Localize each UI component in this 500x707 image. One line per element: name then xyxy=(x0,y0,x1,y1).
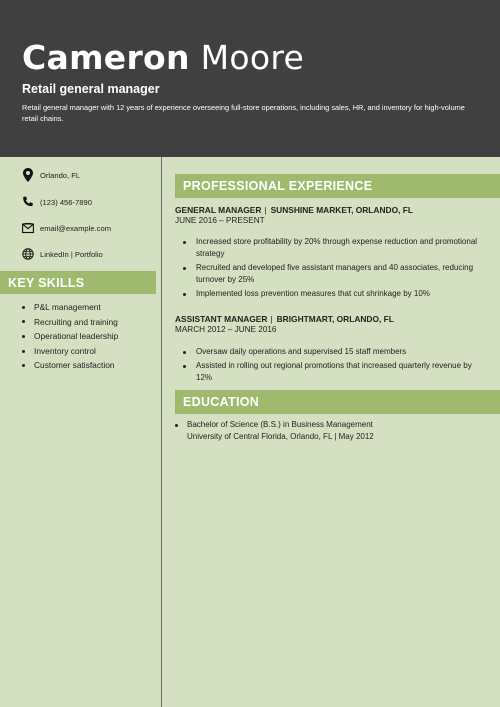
location-text: Orlando, FL xyxy=(40,170,81,180)
envelope-icon xyxy=(22,221,34,235)
list-item: Customer satisfaction xyxy=(22,358,118,373)
map-pin-icon xyxy=(22,168,34,182)
job-2-bullets xyxy=(183,346,483,386)
list-item: Inventory control xyxy=(22,344,118,359)
education-heading: EDUCATION xyxy=(175,390,500,414)
candidate-name xyxy=(22,38,304,78)
column-divider xyxy=(161,157,162,707)
contact-links[interactable] xyxy=(22,246,103,262)
job-role: ASSISTANT MANAGER xyxy=(175,314,268,324)
job-company: BRIGHTMART, ORLANDO, FL xyxy=(276,314,394,324)
job-2-dates: MARCH 2012 – JUNE 2016 xyxy=(175,325,277,334)
list-item: Increased store profitability by 20% through expense reduction and promotional strategy xyxy=(183,236,483,260)
contact-location xyxy=(22,167,80,183)
job-role: GENERAL MANAGER xyxy=(175,205,262,215)
list-item: Oversaw daily operations and supervised 15 staff members xyxy=(183,346,483,358)
experience-heading: PROFESSIONAL EXPERIENCE xyxy=(175,174,500,198)
degree: Bachelor of Science (B.S.) in Business Management xyxy=(175,419,485,431)
resume-header xyxy=(0,0,500,157)
list-item: P&L management xyxy=(22,300,118,315)
summary: Retail general manager with 12 years of experience overseeing full-store operations, including sales, HR, and inventory for high-volume retail chains. xyxy=(22,103,465,123)
list-item: Recruited and developed five assistant managers and 40 associates, reducing turnover by 25% xyxy=(183,262,483,286)
skills-list xyxy=(22,300,118,373)
job-1-dates: JUNE 2016 – PRESENT xyxy=(175,216,265,225)
list-item: Implemented loss prevention measures that cut shrinkage by 10% xyxy=(183,288,483,300)
key-skills-heading: KEY SKILLS xyxy=(0,271,156,294)
last-name: Moore xyxy=(200,38,305,77)
contact-email[interactable] xyxy=(22,220,111,236)
email-link[interactable]: email@example.com xyxy=(40,223,112,233)
list-item: Assisted in rolling out regional promotions that increased quarterly revenue by 12% xyxy=(183,360,483,384)
profile-links[interactable]: LinkedIn | Portfolio xyxy=(40,249,103,259)
contact-phone xyxy=(22,194,92,210)
job-2-header: ASSISTANT MANAGER | BRIGHTMART, ORLANDO, FL xyxy=(175,314,394,324)
phone-icon xyxy=(22,195,34,209)
list-item: Operational leadership xyxy=(22,329,118,344)
phone-text: (123) 456-7890 xyxy=(40,197,92,207)
list-item: Recruiting and training xyxy=(22,315,118,330)
job-1-header: GENERAL MANAGER | SUNSHINE MARKET, ORLANDO, FL xyxy=(175,205,413,215)
globe-icon xyxy=(22,247,34,261)
school: University of Central Florida, Orlando, FL | May 2012 xyxy=(187,432,374,441)
first-name: Cameron xyxy=(22,38,190,77)
job-1-bullets xyxy=(183,236,483,302)
job-company: SUNSHINE MARKET, ORLANDO, FL xyxy=(270,205,413,215)
job-title: Retail general manager xyxy=(22,82,160,96)
education-entry xyxy=(175,419,485,443)
